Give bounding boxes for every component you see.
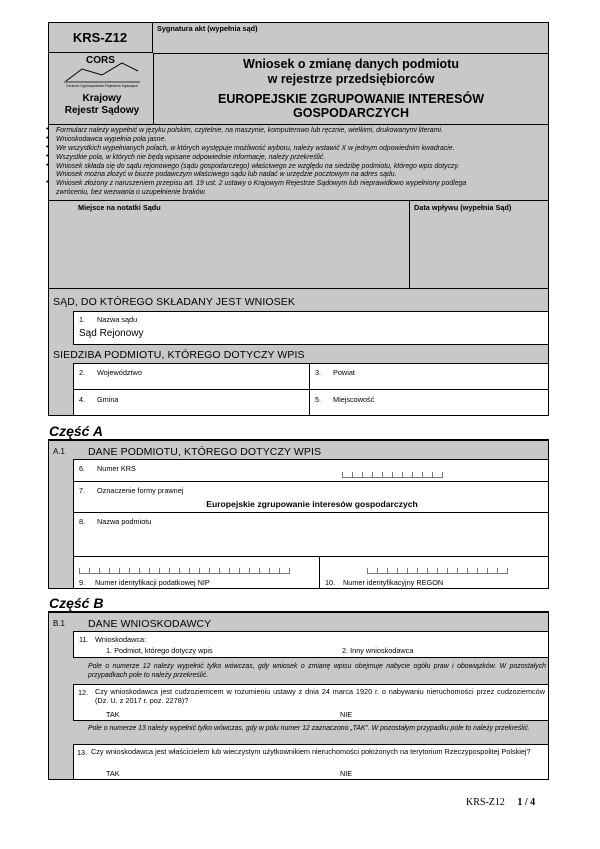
- instruction-3: We wszystkich wypełnianych polach, w których występuje możliwość wyboru, należy wstawić X w jednym odpowiednim kwadracie.: [56, 145, 455, 152]
- logo-subtext: Centrum Ogólnopolskich Rejestrów Sądowych: [66, 84, 138, 88]
- court-notes-area: [48, 200, 549, 289]
- property-no-option[interactable]: NIE: [340, 769, 353, 778]
- part-b-code: B.1: [53, 619, 66, 628]
- voivodeship-field[interactable]: [73, 363, 310, 390]
- foreigner-question-field: [73, 684, 549, 721]
- registry-line2: Rejestr Sądowy: [64, 105, 140, 116]
- applicant-option-entity[interactable]: 1. Podmiot, którego dotyczy wpis: [106, 646, 213, 655]
- part-a-title: Część A: [49, 423, 103, 439]
- part-a-code: A.1: [53, 447, 66, 456]
- field-number: 6.: [79, 464, 86, 473]
- property-yes-option[interactable]: TAK: [106, 769, 120, 778]
- form-code: KRS-Z12: [72, 29, 128, 45]
- regon-digit-boxes[interactable]: [367, 568, 508, 574]
- krs-number-field[interactable]: [73, 459, 549, 482]
- nip-regon-row: [73, 556, 549, 589]
- nip-digit-boxes[interactable]: [79, 568, 290, 574]
- legal-form-value: Europejskie zgrupowanie interesów gospodarczych: [206, 499, 418, 509]
- form-subtitle: [153, 92, 549, 120]
- field-number: 2.: [79, 368, 86, 377]
- court-name-field[interactable]: [73, 311, 549, 345]
- field-label: Numer identyfikacyjny REGON: [343, 578, 444, 587]
- foreigner-no-option[interactable]: NIE: [340, 710, 353, 719]
- bullet-icon: •: [46, 144, 49, 151]
- field-label: Województwo: [97, 368, 142, 377]
- instruction-7: Wniosek złożony z naruszeniem przepisu art. 19 ust. 2 ustawy o Krajowym Rejestrze Sądowym lub nieprawidłowo wypełniony podlega: [56, 180, 467, 187]
- footer-page-number: 1 / 4: [517, 797, 536, 808]
- field-question: Czy wnioskodawca jest właścicielem lub wieczystym użytkownikiem nieruchomości położonych na terytorium Rzeczypospolitej Polskiej?: [91, 747, 531, 756]
- note-field-12: Pole o numerze 12 należy wypełnić tylko wówczas, gdy wniosek o zmianę wpisu obejmuje nabycie ogółu praw i obowiązków. W pozostałych przypadkach pole to należy przekreślić.: [88, 663, 546, 679]
- applicant-type-field: [73, 631, 549, 658]
- part-a-heading: DANE PODMIOTU, KTÓREGO DOTYCZY WPIS: [88, 446, 322, 458]
- property-owner-field: [73, 744, 549, 780]
- part-b-heading: DANE WNIOSKODAWCY: [88, 618, 212, 630]
- applicant-option-other[interactable]: 2. Inny wnioskodawca: [342, 646, 414, 655]
- bullet-icon: •: [46, 135, 49, 142]
- field-label: Nazwa sądu: [97, 315, 138, 324]
- court-name-value: Sąd Rejonowy: [79, 328, 144, 339]
- form-code-cell: [48, 22, 153, 53]
- subtitle-line2: GOSPODARCZYCH: [293, 106, 409, 120]
- subtitle-line1: EUROPEJSKIE ZGRUPOWANIE INTERESÓW: [217, 92, 484, 106]
- bullet-icon: •: [46, 179, 49, 186]
- note-field-13: Pole o numerze 13 należy wypełnić tylko wówczas, gdy w polu numer 12 zaznaczono „TAK”. W pozostałym przypadku pole to należy przekreślić.: [88, 725, 530, 732]
- bullet-icon: •: [46, 126, 49, 133]
- court-notes-label: Miejsce na notatki Sądu: [78, 203, 161, 212]
- receipt-date-label: Data wpływu (wypełnia Sąd): [414, 203, 512, 212]
- field-number: 9.: [79, 578, 86, 587]
- instruction-8: zwróceniu, bez wezwania o uzupełnienie braków.: [56, 189, 207, 196]
- commune-field[interactable]: [73, 389, 310, 416]
- regon-field[interactable]: [319, 556, 549, 589]
- field-label: Powiat: [333, 368, 355, 377]
- field-number: 8.: [79, 517, 86, 526]
- form-title: [153, 57, 549, 87]
- bullet-icon: •: [46, 162, 49, 169]
- instruction-4: Wszystkie pola, w których nie będą wpisane odpowiednie informacje, należy przekreślić.: [56, 154, 326, 161]
- field-number: 12.: [78, 688, 89, 697]
- instruction-2: Wnioskodawca wypełnia pola jasne.: [56, 136, 167, 143]
- krs-digit-boxes[interactable]: [342, 472, 443, 478]
- instruction-6: Wniosek można złożyć w biurze podawczym właściwego sądu lub nadać w urzędzie pocztowym na adres sądu.: [56, 171, 397, 178]
- header-divider: [153, 53, 549, 54]
- field-number: 3.: [315, 368, 322, 377]
- signature-label: Sygnatura akt (wypełnia sąd): [157, 24, 258, 33]
- field-number: 7.: [79, 486, 86, 495]
- nip-field[interactable]: [73, 556, 320, 589]
- field-number: 5.: [315, 395, 322, 404]
- locality-field[interactable]: [309, 389, 549, 416]
- court-notes-divider: [409, 200, 410, 289]
- field-number: 13.: [77, 748, 88, 757]
- field-label: Numer KRS: [97, 464, 136, 473]
- instruction-1: Formularz należy wypełnić w języku polskim, czytelnie, na maszynie, komputerowo lub ręcznie, wielkimi, drukowanymi literami.: [56, 127, 443, 134]
- county-field[interactable]: [309, 363, 549, 390]
- seat-section-title: SIEDZIBA PODMIOTU, KTÓREGO DOTYCZY WPIS: [53, 349, 305, 361]
- logo-text: CORS: [86, 55, 115, 66]
- field-number: 4.: [79, 395, 86, 404]
- field-label: Gmina: [97, 395, 119, 404]
- field-number: 11.: [79, 635, 89, 644]
- footer: [466, 797, 535, 808]
- field-label: Oznaczenie formy prawnej: [97, 486, 184, 495]
- field-number: 1.: [79, 315, 86, 324]
- bullet-icon: •: [46, 153, 49, 160]
- part-b-title: Część B: [49, 595, 104, 611]
- field-number: 10.: [325, 578, 336, 587]
- field-label: Miejscowość: [333, 395, 375, 404]
- title-line2: w rejestrze przedsiębiorców: [267, 72, 435, 86]
- legal-form-field: [73, 481, 549, 513]
- court-section-title: SĄD, DO KTÓREGO SKŁADANY JEST WNIOSEK: [53, 296, 295, 308]
- registry-line1: Krajowy: [82, 93, 122, 104]
- foreigner-yes-option[interactable]: TAK: [106, 710, 120, 719]
- instruction-5: Wniosek składa się do sądu rejonowego (sądu gospodarczego) właściwego ze względu na siedzibę podmiotu, którego wpis dotyczy.: [56, 163, 460, 170]
- footer-form-code: KRS-Z12: [466, 797, 505, 808]
- title-line1: Wniosek o zmianę danych podmiotu: [243, 57, 459, 71]
- cors-logo: [56, 55, 148, 121]
- field-question: Czy wnioskodawca jest cudzoziemcem w rozumieniu ustawy z dnia 24 marca 1920 r. o nabywaniu nieruchomości przez cudzoziemców (Dz. U. z 2017 r. poz. 2278)?: [95, 687, 545, 705]
- field-label: Wnioskodawca:: [95, 635, 147, 644]
- field-label: Nazwa podmiotu: [97, 517, 152, 526]
- field-label: Numer identyfikacji podatkowej NIP: [95, 578, 210, 587]
